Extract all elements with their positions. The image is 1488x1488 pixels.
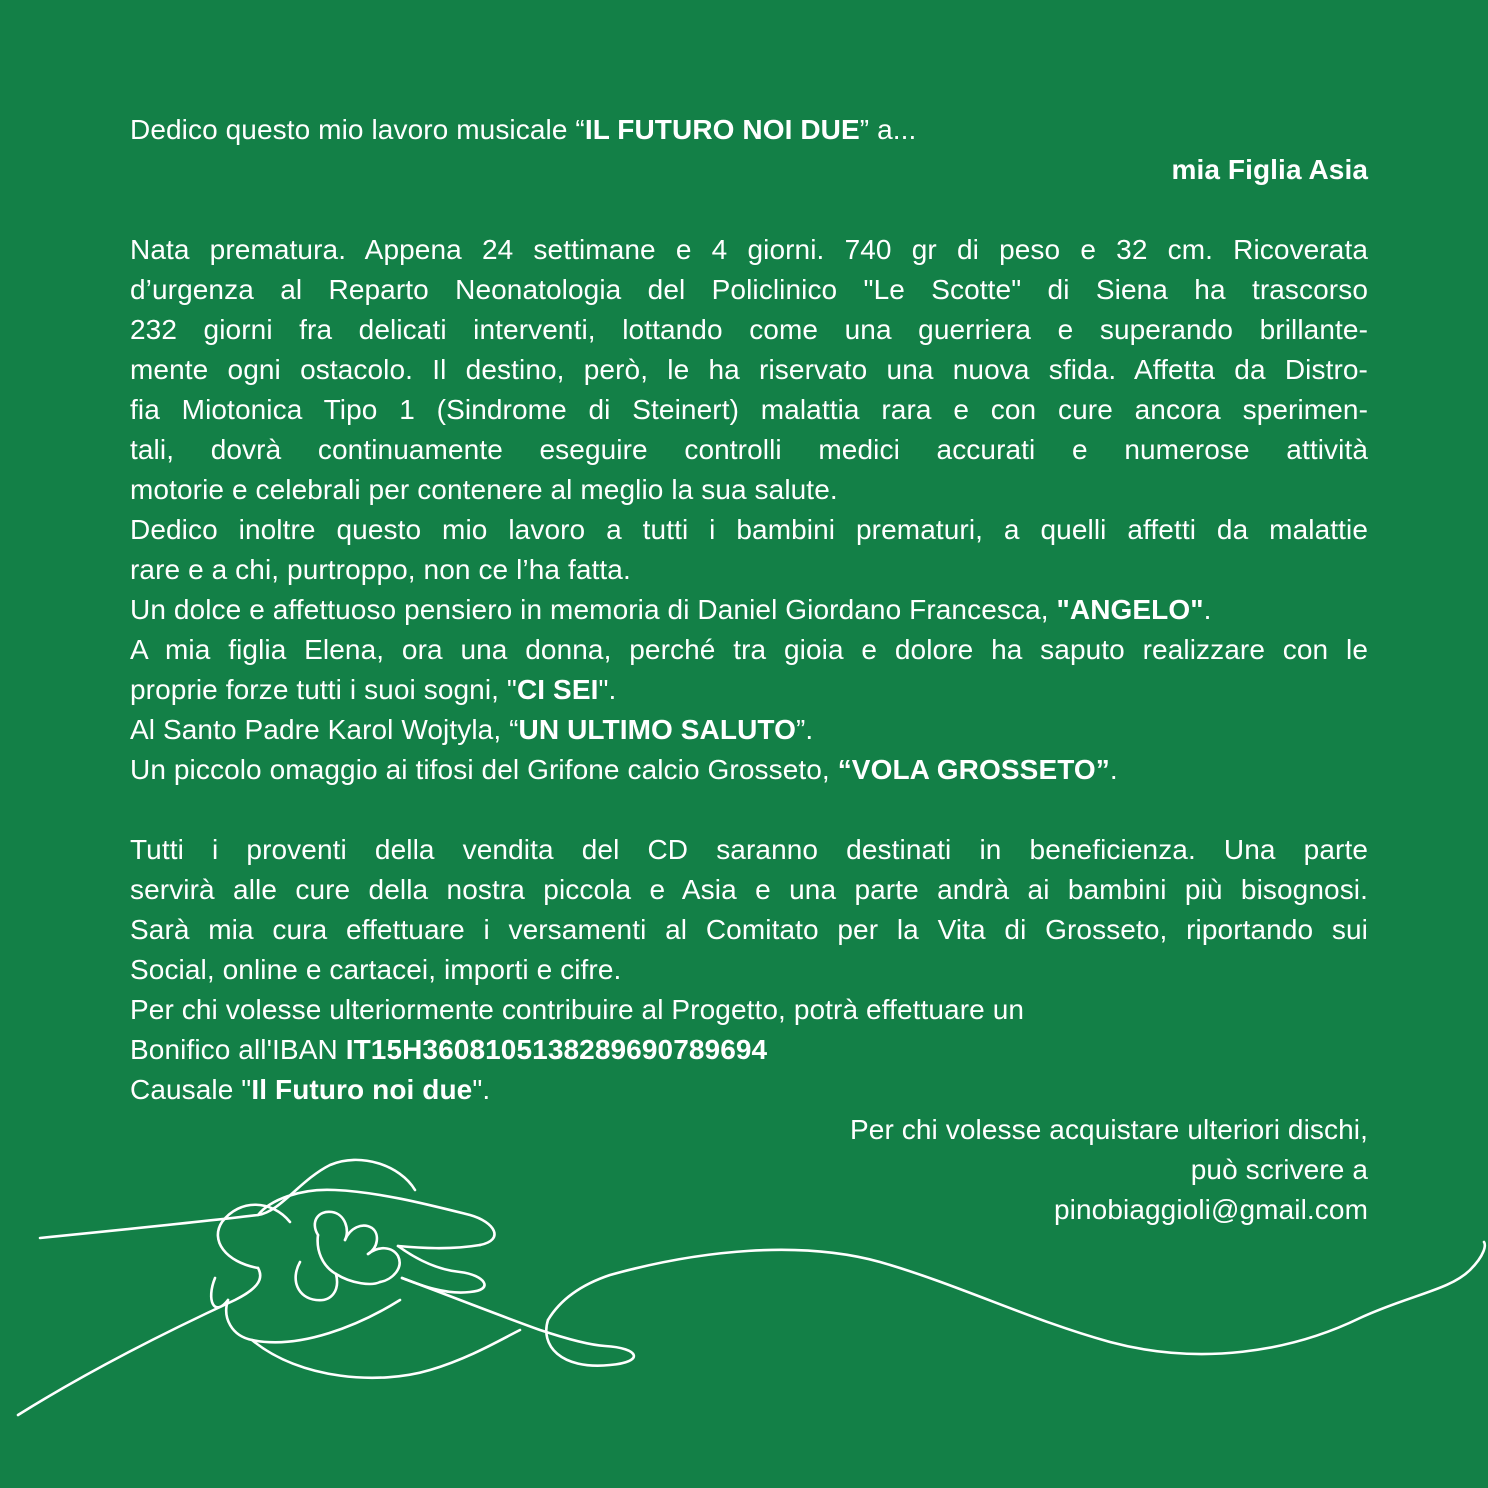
dedication-text — [130, 110, 1368, 1230]
charity-line: servirà alle cure della nostra piccola e Asia e una parte andrà ai bambini più bisognosi. — [130, 874, 1368, 905]
tribute-angelo: Un dolce e affettuoso pensiero in memoria di Daniel Giordano Francesca, "ANGELO". — [130, 594, 1212, 625]
also-dedication-line: Dedico inoltre questo mio lavoro a tutti i bambini prematuri, a quelli affetti da malattie — [130, 514, 1368, 545]
charity-line: Social, online e cartacei, importi e cifre. — [130, 954, 622, 985]
charity-line: Sarà mia cura effettuare i versamenti al Comitato per la Vita di Grosseto, riportando sui — [130, 914, 1368, 945]
charity-line: Per chi volesse ulteriormente contribuire al Progetto, potrà effettuare un — [130, 994, 1025, 1025]
contact-line: può scrivere a — [1190, 1154, 1368, 1185]
tribute-grosseto: Un piccolo omaggio ai tifosi del Grifone calcio Grosseto, “VOLA GROSSETO”. — [130, 754, 1118, 785]
contact-line: Per chi volesse acquistare ulteriori dischi, — [850, 1114, 1368, 1145]
album-title: IL FUTURO NOI DUE — [584, 114, 860, 145]
story-line: tali, dovrà continuamente eseguire controlli medici accurati e numerose attività — [130, 434, 1368, 465]
dedication-intro: Dedico questo mio lavoro musicale “IL FUTURO NOI DUE” a... — [130, 114, 917, 145]
story-line: motorie e celebrali per contenere al meglio la sua salute. — [130, 474, 838, 505]
contact-email[interactable]: pinobiaggioli@gmail.com — [1054, 1194, 1368, 1225]
story-line: d’urgenza al Reparto Neonatologia del Policlinico "Le Scotte" di Siena ha trascorso — [130, 274, 1368, 305]
song-title: UN ULTIMO SALUTO — [518, 714, 796, 745]
story-line: mente ogni ostacolo. Il destino, però, le ha riservato una nuova sfida. Affetta da Distro- — [130, 354, 1368, 385]
tribute-elena: proprie forze tutti i suoi sogni, "CI SEI". — [130, 674, 617, 705]
story-line: fia Miotonica Tipo 1 (Sindrome di Steinert) malattia rara e con cure ancora sperimen- — [130, 394, 1368, 425]
causale-value: Il Futuro noi due — [251, 1074, 473, 1105]
story-line: 232 giorni fra delicati interventi, lottando come una guerriera e superando brillante- — [130, 314, 1368, 345]
dedication-recipient: mia Figlia Asia — [1171, 154, 1368, 185]
charity-line: Tutti i proventi della vendita del CD saranno destinati in beneficienza. Una parte — [130, 834, 1368, 865]
tribute-elena-line: A mia figlia Elena, ora una donna, perché tra gioia e dolore ha saputo realizzare con le — [130, 634, 1368, 665]
paragraph-gap — [130, 190, 1368, 230]
song-title: “VOLA GROSSETO” — [837, 754, 1110, 785]
iban-line: Bonifico all'IBAN IT15H3608105138289690789694 — [130, 1034, 768, 1065]
paragraph-gap — [130, 790, 1368, 830]
tribute-pope: Al Santo Padre Karol Wojtyla, “UN ULTIMO SALUTO”. — [130, 714, 814, 745]
iban-code: IT15H3608105138289690789694 — [345, 1034, 768, 1065]
song-title: CI SEI — [516, 674, 599, 705]
causale-line: Causale "Il Futuro noi due". — [130, 1074, 491, 1105]
song-title: "ANGELO" — [1056, 594, 1204, 625]
story-line: Nata prematura. Appena 24 settimane e 4 giorni. 740 gr di peso e 32 cm. Ricoverata — [130, 234, 1368, 265]
also-dedication-line: rare e a chi, purtroppo, non ce l’ha fatta. — [130, 554, 631, 585]
